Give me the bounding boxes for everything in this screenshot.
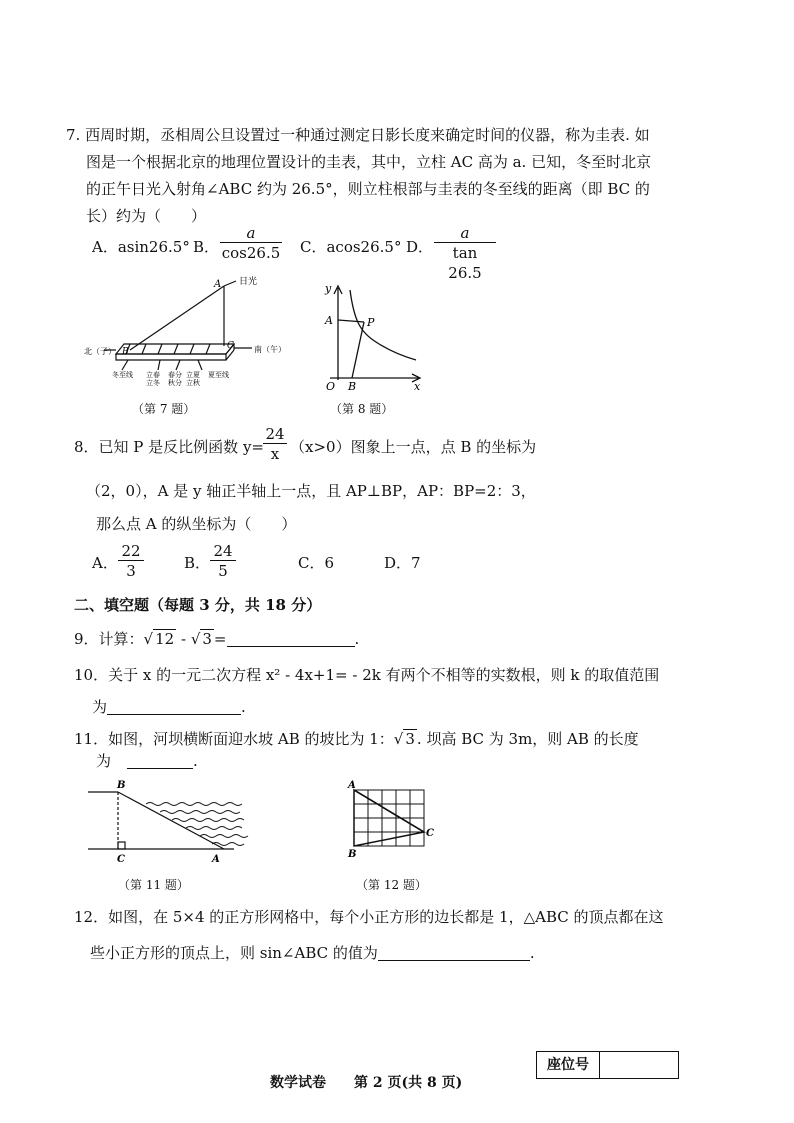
q7-option-b-fraction — [220, 224, 282, 263]
q12-line2 — [90, 946, 535, 961]
q7-option-d-fraction — [434, 224, 496, 283]
q8-label-x: x — [414, 380, 421, 393]
q7-label-liqiu: 立秋 — [186, 379, 200, 387]
q7-label-a: A — [214, 279, 222, 290]
q9-sqrt-sign-1: √ — [143, 630, 154, 648]
q9-period: . — [354, 630, 360, 648]
segment-ap — [338, 320, 364, 322]
q10-answer-blank[interactable] — [107, 700, 241, 715]
q11-label-a: A — [212, 854, 220, 865]
q7-line4: 长）约为（ ） — [86, 207, 207, 225]
q7-label-north: 北（子） — [84, 347, 116, 356]
q7-option-b-denominator: cos26.5 — [221, 244, 281, 262]
q9-radicand-1: 12 — [155, 630, 175, 648]
right-angle-mark — [118, 842, 125, 849]
q8-label-p: P — [367, 316, 375, 329]
q9-answer-blank[interactable] — [227, 632, 355, 647]
q11-period: . — [193, 752, 198, 770]
q7-label-south: 南（午） — [254, 345, 286, 354]
q8-option-a-label: A． — [92, 554, 118, 572]
q11-label-c: C — [117, 854, 125, 865]
q7-option-a: A．asin26.5° — [92, 238, 190, 256]
q12-label-b: B — [348, 849, 357, 860]
q10-line1: 10．关于 x 的一元二次方程 x² - 4x+1= - 2k 有两个不相等的实数根，则 k 的取值范围 — [74, 666, 660, 684]
q7-label-lidong: 立冬 — [146, 379, 160, 387]
q11-prefix: 11．如图，河坝横断面迎水坡 AB 的坡比为 1： — [74, 730, 394, 748]
q7-option-c: C．acos26.5° — [300, 238, 402, 256]
segment-bp — [352, 322, 364, 378]
q12-figure-caption: （第 12 题） — [356, 878, 427, 892]
q7-option-d-label: D． — [406, 238, 434, 256]
q11-suffix: . 坝高 BC 为 3m，则 AB 的长度 — [416, 730, 639, 748]
q8-label-y: y — [325, 282, 332, 295]
q11-sqrt-sign: √ — [393, 730, 404, 748]
q9-minus: - — [176, 630, 191, 648]
slope-ab — [118, 792, 224, 849]
q11-prefix-2: 为 — [96, 752, 112, 770]
section2-title: 二、填空题（每题 3 分，共 18 分） — [74, 596, 322, 614]
side-ac — [354, 790, 424, 832]
q8-option-c: C．6 — [298, 554, 335, 572]
q12-line1: 12．如图，在 5×4 的正方形网格中，每个小正方形的边长都是 1，△ABC 的顶点都在这 — [74, 908, 664, 926]
q12-figure-grid — [340, 778, 440, 862]
hyperbola-curve — [350, 290, 416, 360]
q9-equals: = — [213, 630, 227, 648]
q8-option-a-denominator: 3 — [126, 562, 136, 580]
q7-label-sun: 日光 — [239, 277, 258, 287]
q7-option-b-numerator: a — [246, 224, 256, 242]
q10-line2 — [92, 700, 246, 715]
page-footer: 数学试卷 第 2 页(共 8 页) — [270, 1075, 463, 1091]
q7-label-lichun: 立春 — [146, 371, 160, 379]
q8-option-b-numerator: 24 — [213, 542, 233, 560]
q12-prefix: 些小正方形的顶点上，则 sin∠ABC 的值为 — [90, 944, 378, 962]
q8-label-b: B — [348, 380, 357, 393]
q12-period: . — [529, 944, 535, 962]
sun-arrow — [224, 281, 236, 286]
q8-line1-post: （x>0）图象上一点，点 B 的坐标为 — [290, 438, 537, 456]
q8-line2: （2，0），A 是 y 轴正半轴上一点，且 AP⊥BP，AP：BP=2：3， — [86, 482, 536, 500]
q7-label-lixia: 立夏 — [186, 371, 200, 379]
q7-option-d-numerator: a — [460, 224, 470, 242]
q8-option-a-fraction — [118, 542, 144, 581]
q11-figure-dam — [88, 778, 248, 868]
q7-label-c: C — [227, 341, 234, 351]
seat-number-label: 座位号 — [537, 1052, 600, 1078]
q12-label-c: C — [426, 828, 434, 839]
gnomon-side — [116, 354, 226, 360]
q8-label-o: O — [326, 380, 336, 393]
q10-period: . — [241, 698, 246, 716]
q8-figure-graph — [316, 280, 428, 392]
q9-prefix: 9．计算： — [74, 630, 144, 648]
q8-line1-pre: 8．已知 P 是反比例函数 y= — [74, 438, 264, 456]
q8-figure-caption: （第 8 题） — [330, 402, 394, 416]
q8-option-a-numerator: 22 — [121, 542, 141, 560]
q7-line1: 7. 西周时期，丞相周公旦设置过一种通过测定日影长度来确定时间的仪器，称为圭表. 如 — [66, 126, 650, 144]
q7-label-b: B — [122, 347, 129, 357]
q7-label-qiufen: 秋分 — [168, 379, 182, 387]
q8-option-b-fraction — [210, 542, 236, 581]
q11-radicand: 3 — [405, 730, 415, 748]
q8-label-a: A — [325, 314, 333, 327]
q7-line3: 的正午日光入射角∠ABC 约为 26.5°，则立柱根部与圭表的冬至线的距离（即 BC 的 — [86, 180, 650, 198]
q7-option-b-label: B． — [193, 238, 220, 256]
q7-figure-caption: （第 7 题） — [132, 402, 196, 416]
q9-radicand-2: 3 — [202, 630, 212, 648]
q8-option-d: D．7 — [384, 554, 421, 572]
q9-line — [74, 632, 359, 647]
q8-option-b-denominator: 5 — [218, 562, 228, 580]
q12-label-a: A — [348, 780, 356, 791]
q8-fraction-denominator: x — [270, 445, 280, 463]
q11-answer-blank[interactable] — [127, 754, 193, 769]
q11-label-b: B — [117, 780, 126, 791]
q7-label-chunfen: 春分 — [168, 371, 182, 379]
q7-option-d-denominator: tan 26.5 — [448, 244, 482, 282]
q8-fraction-numerator: 24 — [265, 425, 285, 443]
q10-prefix: 为 — [92, 698, 108, 716]
seat-number-field[interactable] — [600, 1052, 678, 1078]
q9-sqrt-sign-2: √ — [190, 630, 201, 648]
q11-line1 — [74, 732, 639, 747]
q7-line2: 图是一个根据北京的地理位置设计的圭表，其中，立柱 AC 高为 a. 已知，冬至时北京 — [86, 153, 652, 171]
q8-function-fraction — [263, 425, 287, 464]
q11-figure-caption: （第 11 题） — [118, 878, 189, 892]
q11-line2 — [96, 754, 198, 769]
q7-figure-gnomon — [84, 274, 284, 390]
q8-line3: 那么点 A 的纵坐标为（ ） — [96, 515, 297, 533]
sunlight-ray — [130, 286, 224, 350]
q12-answer-blank[interactable] — [378, 946, 530, 961]
q8-option-b-label: B． — [184, 554, 211, 572]
q7-label-winter: 冬至线 — [112, 371, 133, 379]
q7-label-summer: 夏至线 — [208, 371, 229, 379]
water-waves — [146, 803, 248, 846]
seat-number-box — [536, 1051, 679, 1079]
